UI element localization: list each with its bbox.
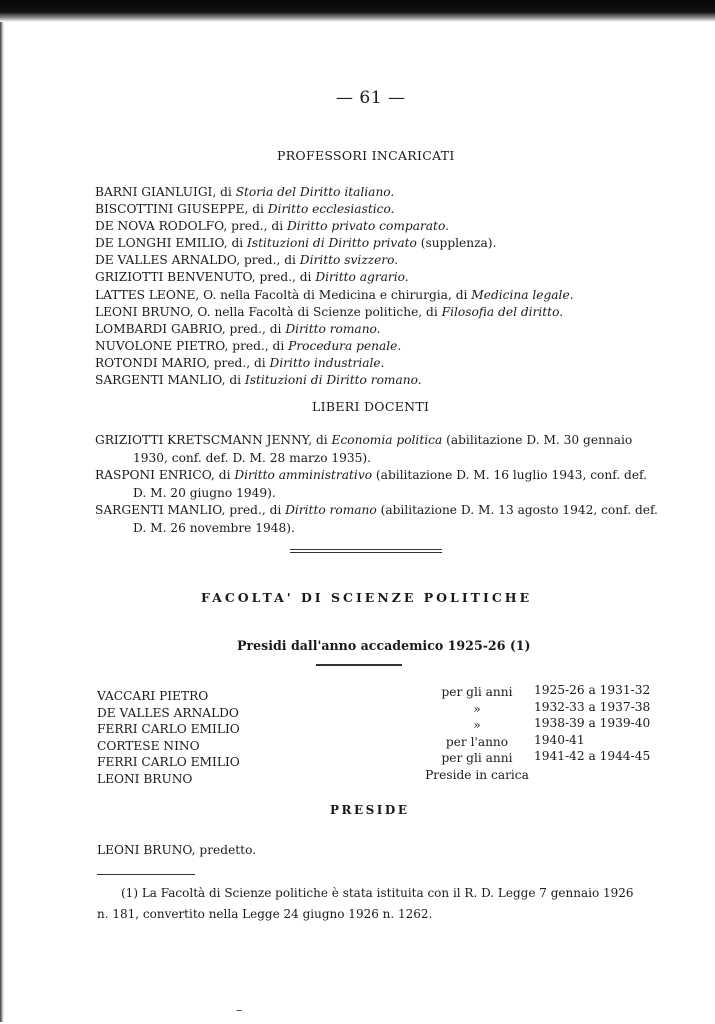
professor-entry: [95, 252, 574, 269]
professor-entry: [95, 321, 574, 338]
footnote-rule: [97, 874, 195, 875]
professor-subject: Diritto privato comparato.: [286, 219, 449, 234]
docente-abilitazione: (abilitazione D. M. 30 gennaio: [442, 433, 633, 447]
professor-entry: [95, 235, 574, 252]
professor-name: DE NOVA RODOLFO, pred., di: [95, 219, 287, 234]
footnote-line-2: n. 181, convertito nella Legge 24 giugno 1926 n. 1262.: [97, 907, 433, 921]
professor-name: ROTONDI MARIO, pred., di: [95, 355, 270, 370]
heading-liberi-docenti: LIBERI DOCENTI: [312, 399, 430, 414]
professor-name: SARGENTI MANLIO, di: [95, 373, 245, 388]
heading-professori-incaricati: PROFESSORI INCARICATI: [277, 148, 455, 163]
professor-subject: Diritto agrario.: [315, 270, 409, 285]
preside-row-name: CORTESE NINO: [97, 738, 200, 753]
professor-entry: [95, 355, 574, 372]
professor-name: LOMBARDI GABRIO, pred., di: [95, 321, 286, 336]
presidi-underline: [316, 664, 402, 666]
presidi-names: [97, 688, 240, 788]
preside-row-period: per gli anni: [441, 685, 513, 699]
professor-subject: Filosofia del diritto.: [441, 304, 564, 319]
professor-subject: Storia del Diritto italiano.: [235, 185, 395, 199]
professor-entry: [95, 338, 574, 355]
professor-entry: [95, 287, 574, 304]
docente-subject: Diritto romano: [285, 503, 377, 517]
professor-name: LATTES LEONE, O. nella Facoltà di Medicina e chirurgia, di: [95, 287, 472, 302]
professor-name: BARNI GIANLUIGI, di: [95, 185, 236, 199]
docente-name: RASPONI ENRICO, di: [95, 468, 235, 482]
preside-heading: PRESIDE: [330, 803, 410, 817]
preside-row-period: per l'anno: [445, 734, 509, 749]
professor-note: (supplenza).: [416, 236, 497, 251]
preside-row-range: 1932-33 a 1937-38: [534, 699, 651, 714]
docente-subject: Diritto amministrativo: [234, 468, 373, 482]
docente-abilitazione: (abilitazione D. M. 16 luglio 1943, conf. def.: [372, 468, 648, 482]
preside-row-name: LEONI BRUNO: [97, 771, 193, 786]
professor-entry: [95, 304, 574, 321]
docente-entry: [95, 467, 658, 485]
preside-row-name: FERRI CARLO EMILIO: [97, 755, 240, 770]
preside-row-period: Preside in carica: [425, 767, 529, 782]
docente-entry-continuation: D. M. 26 novembre 1948).: [133, 520, 295, 535]
preside-row-range: 1941-42 a 1944-45: [534, 749, 651, 764]
professor-entry: [95, 184, 574, 201]
scan-left-edge: [0, 22, 4, 1022]
professor-subject: Istituzioni di Diritto romano.: [244, 373, 422, 388]
preside-row-range: 1925-26 a 1931-32: [534, 683, 651, 697]
professori-list: [95, 184, 574, 389]
professor-subject: Diritto industriale.: [269, 355, 385, 370]
docente-entry-continuation: D. M. 20 giugno 1949).: [133, 485, 276, 500]
professor-name: LEONI BRUNO, O. nella Facoltà di Scienze politiche, di: [95, 304, 442, 319]
docente-name: GRIZIOTTI KRETSCMANN JENNY, di: [95, 433, 332, 447]
preside-row-range: [534, 765, 650, 782]
preside-row-period: »: [473, 701, 481, 716]
preside-row-period: »: [473, 718, 481, 733]
professor-entry: [95, 201, 574, 218]
professor-subject: Procedura penale.: [288, 338, 402, 353]
professor-name: BISCOTTINI GIUSEPPE, di: [95, 202, 268, 217]
footnote-line-1: (1) La Facoltà di Scienze politiche è stata istituita con il R. D. Legge 7 gennaio 1926: [121, 886, 634, 900]
professor-subject: Medicina legale.: [471, 287, 574, 302]
professor-subject: Diritto svizzero.: [299, 253, 399, 268]
footnote: [97, 883, 634, 925]
professor-name: NUVOLONE PIETRO, pred., di: [95, 338, 289, 353]
professor-subject: Istituzioni di Diritto privato: [247, 236, 417, 251]
preside-row-range: 1938-39 a 1939-40: [534, 716, 651, 731]
professor-entry: [95, 269, 574, 286]
preside-row-name: VACCARI PIETRO: [97, 689, 209, 703]
docente-entry: [95, 432, 658, 450]
liberi-docenti-list: [95, 432, 658, 537]
section-divider-bottom: [290, 552, 442, 553]
professor-entry: [95, 372, 574, 389]
docente-abilitazione: (abilitazione D. M. 13 agosto 1942, conf. def.: [376, 503, 658, 517]
professor-subject: Diritto romano.: [285, 321, 381, 336]
presidi-periods: [402, 684, 552, 784]
professor-subject: Diritto ecclesiastico.: [267, 202, 395, 217]
preside-row-name: FERRI CARLO EMILIO: [97, 722, 240, 737]
preside-name: LEONI BRUNO, predetto.: [97, 843, 257, 857]
section-divider-top: [290, 549, 442, 550]
scan-top-edge: [0, 0, 715, 22]
professor-name: GRIZIOTTI BENVENUTO, pred., di: [95, 270, 316, 285]
docente-entry: [95, 502, 658, 520]
docente-name: SARGENTI MANLIO, pred., di: [95, 503, 286, 517]
professor-entry: [95, 218, 574, 235]
presidi-heading: Presidi dall'anno accademico 1925-26 (1): [237, 638, 531, 653]
page-number: — 61 —: [336, 88, 406, 108]
scan-mark: –: [236, 1003, 242, 1017]
faculty-title: FACOLTA' DI SCIENZE POLITICHE: [201, 590, 533, 605]
preside-row-range: 1940-41: [534, 732, 585, 747]
professor-name: DE LONGHI EMILIO, di: [95, 236, 248, 251]
docente-subject: Economia politica: [331, 433, 443, 447]
professor-name: DE VALLES ARNALDO, pred., di: [95, 253, 300, 268]
presidi-ranges: [534, 682, 650, 782]
preside-row-period: per gli anni: [441, 751, 513, 766]
docente-entry-continuation: 1930, conf. def. D. M. 28 marzo 1935).: [133, 450, 372, 465]
preside-row-name: DE VALLES ARNALDO: [97, 705, 239, 720]
